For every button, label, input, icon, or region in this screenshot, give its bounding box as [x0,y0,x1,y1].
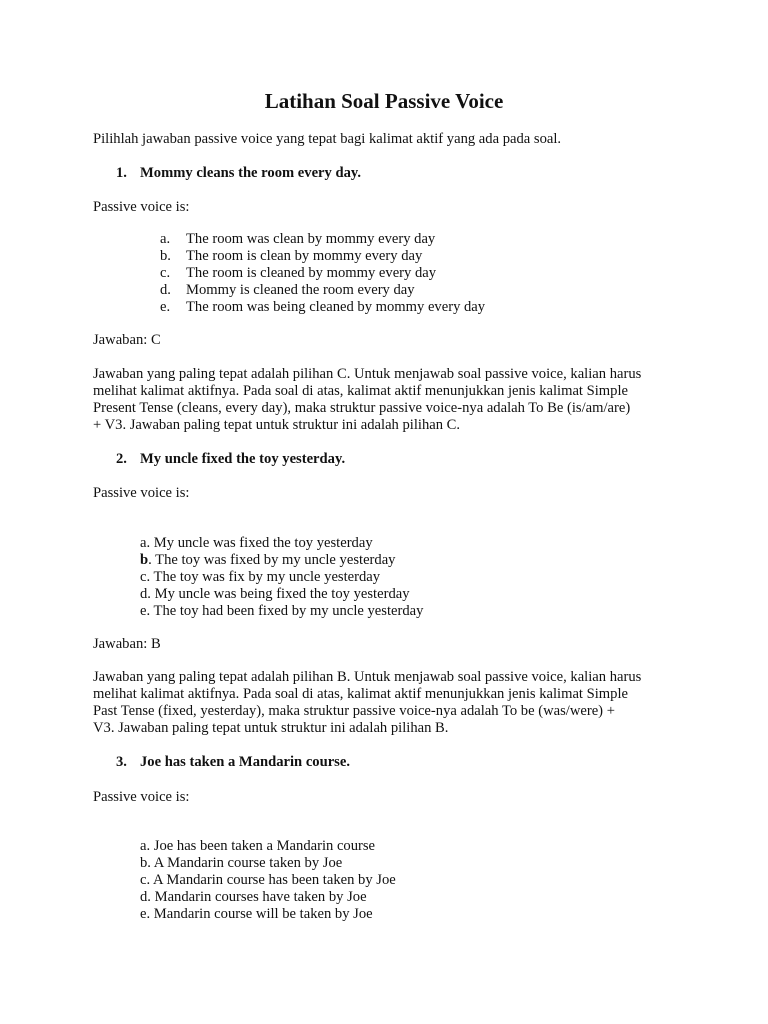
option-letter: b. [140,855,151,871]
question-3-prompt: Passive voice is: [93,789,190,805]
instruction-text: Pilihlah jawaban passive voice yang tepat bagi kalimat aktif yang ada pada soal. [93,131,562,147]
option-letter: a. [140,535,151,551]
explanation-line: Past Tense (fixed, yesterday), maka struktur passive voice-nya adalah To be (was/were) + [93,703,615,719]
option-letter: c. [140,569,151,585]
question-3-number: 3. [116,754,127,770]
question-2-options [140,535,423,620]
option-letter: e. [140,603,151,619]
list-item [160,299,485,316]
list-item [160,248,485,265]
option-text: The toy had been fixed by my uncle yesterday [150,603,424,619]
list-item [160,282,485,299]
list-item [140,535,423,552]
option-text: A Mandarin course taken by Joe [150,855,343,871]
option-text: My uncle was being fixed the toy yesterday [150,586,410,602]
question-1-sentence: Mommy cleans the room every day. [140,165,362,181]
option-text: Joe has been taken a Mandarin course [150,838,376,854]
question-2-number: 2. [116,451,127,467]
explanation-line: Present Tense (cleans, every day), maka struktur passive voice-nya adalah To Be (is/am/are) [93,400,631,416]
option-text: A Mandarin course has been taken by Joe [150,872,396,888]
explanation-line: + V3. Jawaban paling tepat untuk struktur ini adalah pilihan C. [93,417,461,433]
option-text: Mandarin courses have taken by Joe [150,889,367,905]
option-letter: c. [140,872,151,888]
list-item [140,838,396,855]
option-letter: e. [160,299,171,315]
option-letter: a. [140,838,151,854]
option-letter: a. [160,231,171,247]
question-3-sentence: Joe has taken a Mandarin course. [140,754,350,770]
question-2-prompt: Passive voice is: [93,485,190,501]
list-item [160,265,485,282]
question-1-explanation [93,366,693,434]
option-letter: d. [160,282,171,298]
option-letter: b. [160,248,171,264]
list-item [140,889,396,906]
explanation-line: Jawaban yang paling tepat adalah pilihan B. Untuk menjawab soal passive voice, kalian harus [93,669,642,685]
option-letter: e. [140,906,151,922]
question-1-prompt: Passive voice is: [93,199,190,215]
question-2-explanation [93,669,693,737]
option-text: . The toy was fixed by my uncle yesterday [148,552,396,568]
question-1-heading [116,165,361,182]
option-text: The room was being cleaned by mommy every day [186,299,486,315]
option-letter: d. [140,586,151,602]
option-text: Mommy is cleaned the room every day [186,282,415,298]
list-item [140,586,423,603]
question-2-answer: Jawaban: B [93,636,161,652]
explanation-line: V3. Jawaban paling tepat untuk struktur ini adalah pilihan B. [93,720,449,736]
option-text: My uncle was fixed the toy yesterday [150,535,373,551]
option-text: The room is cleaned by mommy every day [186,265,437,281]
list-item [140,603,423,620]
question-2-sentence: My uncle fixed the toy yesterday. [140,451,346,467]
list-item [160,231,485,248]
option-text: The room is clean by mommy every day [186,248,423,264]
option-text: Mandarin course will be taken by Joe [150,906,373,922]
question-1-answer: Jawaban: C [93,332,161,348]
list-item [140,872,396,889]
page-title: Latihan Soal Passive Voice [264,89,504,113]
option-letter: b [140,552,149,568]
list-item [140,855,396,872]
option-letter: c. [160,265,171,281]
question-1-options [160,231,485,316]
option-text: The room was clean by mommy every day [186,231,436,247]
list-item [140,552,423,569]
question-1-number: 1. [116,165,127,181]
question-3-options [140,838,396,923]
question-3-heading [116,754,350,771]
option-text: The toy was fix by my uncle yesterday [150,569,381,585]
explanation-line: melihat kalimat aktifnya. Pada soal di atas, kalimat aktif menunjukkan jenis kalimat Simple [93,383,628,399]
list-item [140,906,396,923]
explanation-line: melihat kalimat aktifnya. Pada soal di atas, kalimat aktif menunjukkan jenis kalimat Simple [93,686,628,702]
question-2-heading [116,451,345,468]
list-item [140,569,423,586]
explanation-line: Jawaban yang paling tepat adalah pilihan C. Untuk menjawab soal passive voice, kalian harus [93,366,642,382]
option-letter: d. [140,889,151,905]
